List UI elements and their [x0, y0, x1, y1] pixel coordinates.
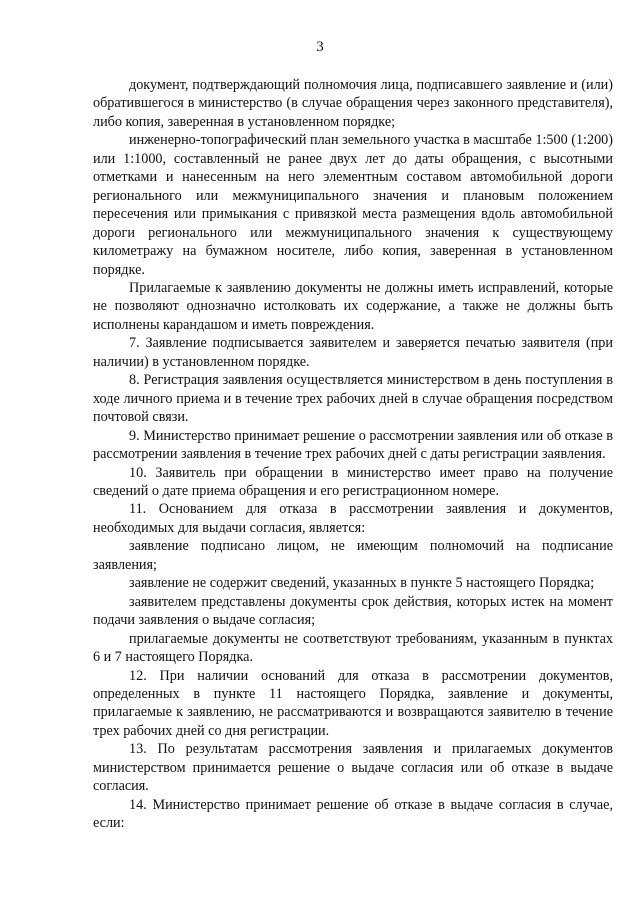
- paragraph-item-11-reason-3: заявителем представлены документы срок действия, которых истек на момент подачи заявления о выдаче согласия;: [93, 593, 613, 629]
- paragraph-item-8: 8. Регистрация заявления осуществляется министерством в день поступления в ходе личного приема и в течение трех рабочих дней в случае обращения посредством почтовой связи.: [93, 372, 613, 426]
- paragraph-item-11-reason-1: заявление подписано лицом, не имеющим полномочий на подписание заявления;: [93, 538, 613, 573]
- paragraph-item-7: 7. Заявление подписывается заявителем и заверяется печатью заявителя (при наличии) в установленном порядке.: [93, 335, 613, 370]
- paragraph-authority-document: документ, подтверждающий полномочия лица, подписавшего заявление и (или) обратившегося в министерство (в случае обращения через законного представителя), либо копия, заверенная в установленном порядке;: [93, 77, 613, 130]
- paragraph-item-11-reason-4: прилагаемые документы не соответствуют требованиям, указанным в пунктах 6 и 7 настоящего Порядка.: [93, 630, 613, 666]
- paragraph-item-11: 11. Основанием для отказа в рассмотрении заявления и документов, необходимых для выдачи согласия, является:: [93, 501, 613, 536]
- page-number: 3: [316, 39, 324, 55]
- paragraph-topographic-plan: инженерно-топографический план земельного участка в масштабе 1:500 (1:200) или 1:1000, составленный не ранее двух лет до даты обращения, с высотными отметками и нанесенным на него элементным составом автомобильной дороги регионального или межмуниципального значения и плановым положением пересечения или примыкания с привязкой места размещения вдоль автомобильной дороги регионального или межмуниципального значения к существующему километражу на бумажном носителе, либо копия, заверенная в установленном порядке.: [93, 132, 613, 278]
- paragraph-item-10: 10. Заявитель при обращении в министерство имеет право на получение сведений о дате приема обращения и его регистрационном номере.: [93, 464, 613, 499]
- paragraph-item-11-reason-2: заявление не содержит сведений, указанных в пункте 5 настоящего Порядка;: [129, 575, 595, 592]
- paragraph-item-13: 13. По результатам рассмотрения заявления и прилагаемых документов министерством принимается решение о выдаче согласия или об отказе в выдаче согласия.: [93, 741, 613, 795]
- paragraph-item-12: 12. При наличии оснований для отказа в рассмотрении документов, определенных в пункте 11 настоящего Порядка, заявление и документы, прилагаемые к заявлению, не рассматриваются и возвращаются заявителю в течение трех рабочих дней со дня регистрации.: [93, 667, 613, 739]
- paragraph-item-14: 14. Министерство принимает решение об отказе в выдаче согласия в случае, если:: [93, 796, 613, 832]
- document-body: [93, 76, 613, 833]
- paragraph-attached-documents: Прилагаемые к заявлению документы не должны иметь исправлений, которые не позволяют однозначно истолковать их содержание, а также не должны быть исполнены карандашом и иметь повреждения.: [93, 279, 613, 333]
- paragraph-item-9: 9. Министерство принимает решение о рассмотрении заявления или об отказе в рассмотрении заявления в течение трех рабочих дней с даты регистрации заявления.: [93, 427, 613, 463]
